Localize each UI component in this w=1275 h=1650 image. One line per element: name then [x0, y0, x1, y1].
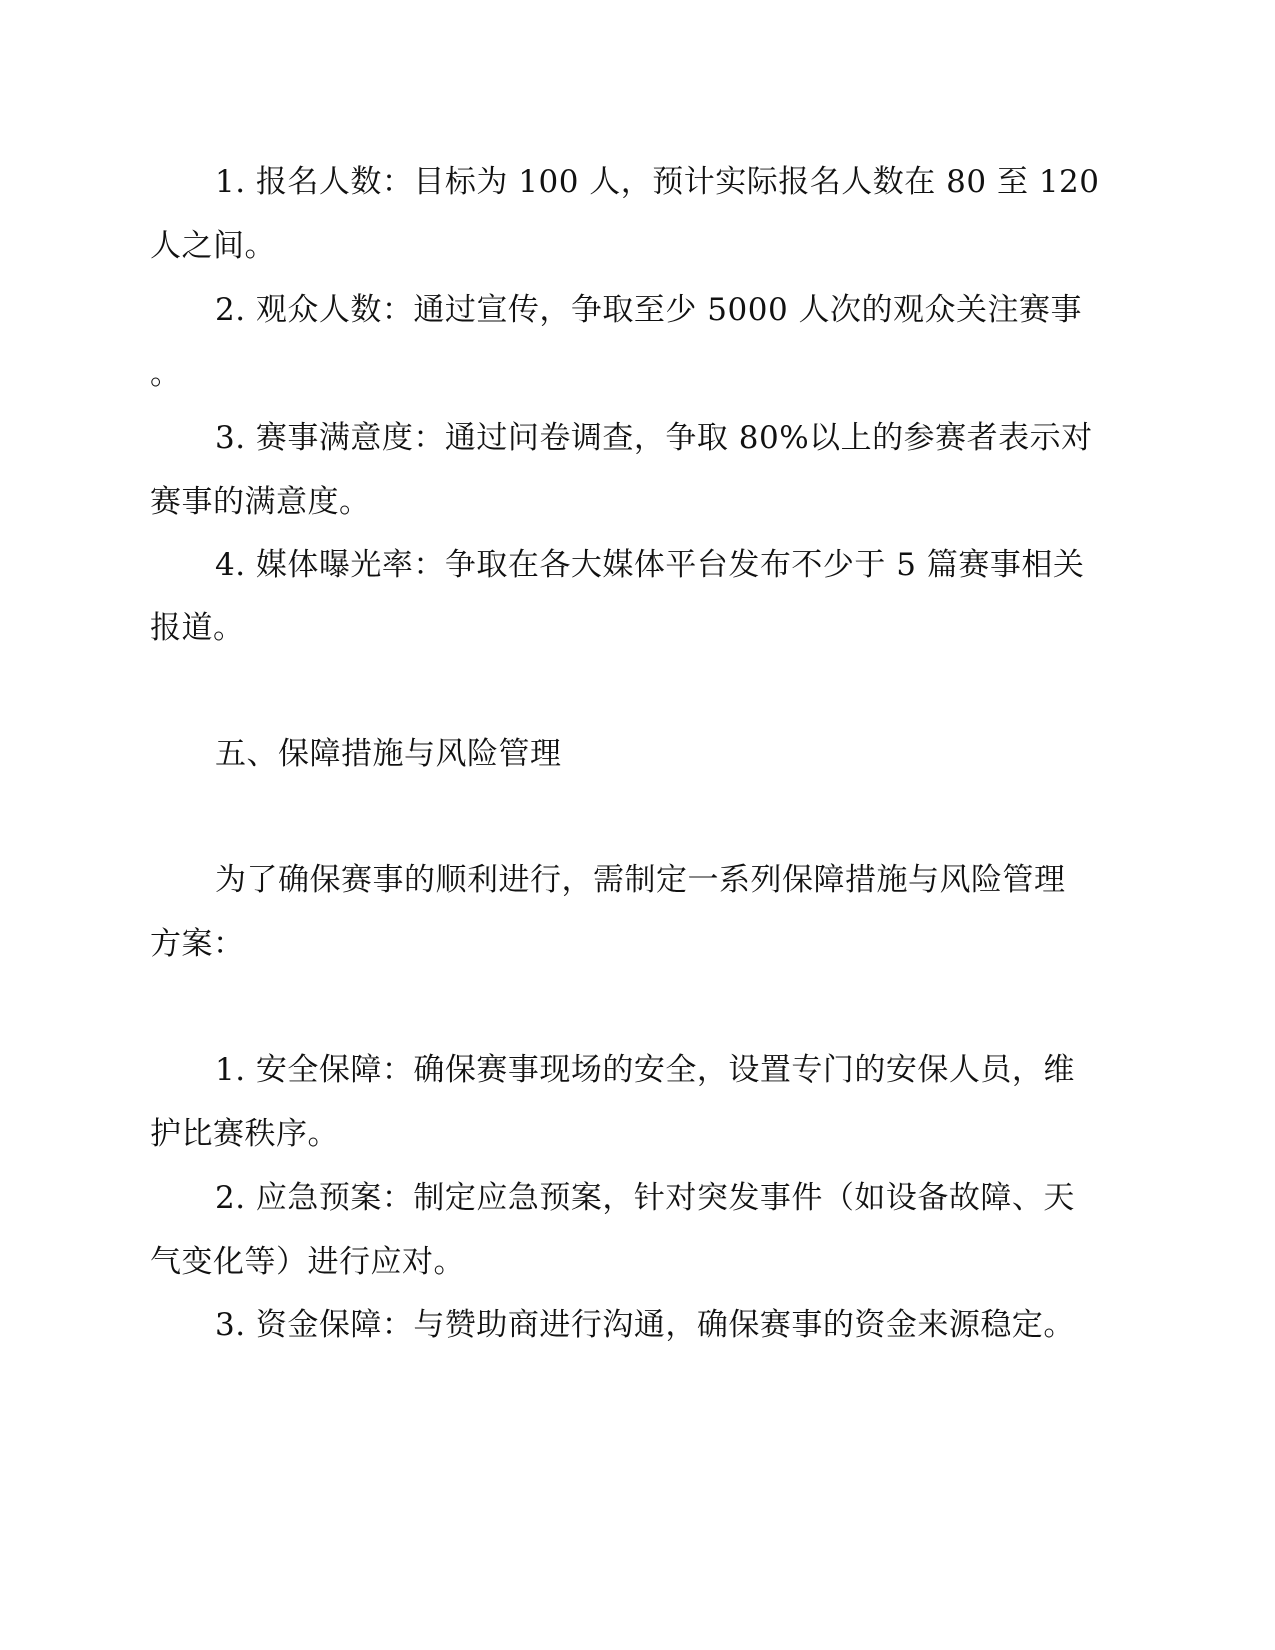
- list-item-1-line-1: 1. 报名人数：目标为 100 人，预计实际报名人数在 80 至 120: [215, 164, 1100, 200]
- measure-item-1-line-1: 1. 安全保障：确保赛事现场的安全，设置专门的安保人员，维: [215, 1052, 1075, 1088]
- measure-item-2-line-2: 气变化等）进行应对。: [150, 1244, 465, 1280]
- list-item-4-line-2: 报道。: [150, 610, 245, 646]
- list-item-1-line-2: 人之间。: [150, 228, 276, 264]
- intro-paragraph-line-2: 方案：: [150, 926, 245, 962]
- measure-item-2-line-1: 2. 应急预案：制定应急预案，针对突发事件（如设备故障、天: [215, 1180, 1075, 1216]
- section-heading: 五、保障措施与风险管理: [215, 736, 562, 772]
- list-item-2-line-1: 2. 观众人数：通过宣传，争取至少 5000 人次的观众关注赛事: [215, 292, 1083, 328]
- list-item-4-line-1: 4. 媒体曝光率：争取在各大媒体平台发布不少于 5 篇赛事相关: [215, 547, 1085, 583]
- measure-item-3-line-1: 3. 资金保障：与赞助商进行沟通，确保赛事的资金来源稳定。: [215, 1307, 1075, 1343]
- intro-paragraph-line-1: 为了确保赛事的顺利进行，需制定一系列保障措施与风险管理: [215, 862, 1066, 898]
- list-item-2-line-2: 。: [150, 356, 182, 392]
- measure-item-1-line-2: 护比赛秩序。: [150, 1116, 339, 1152]
- list-item-3-line-2: 赛事的满意度。: [150, 484, 371, 520]
- list-item-3-line-1: 3. 赛事满意度：通过问卷调查，争取 80%以上的参赛者表示对: [215, 420, 1093, 456]
